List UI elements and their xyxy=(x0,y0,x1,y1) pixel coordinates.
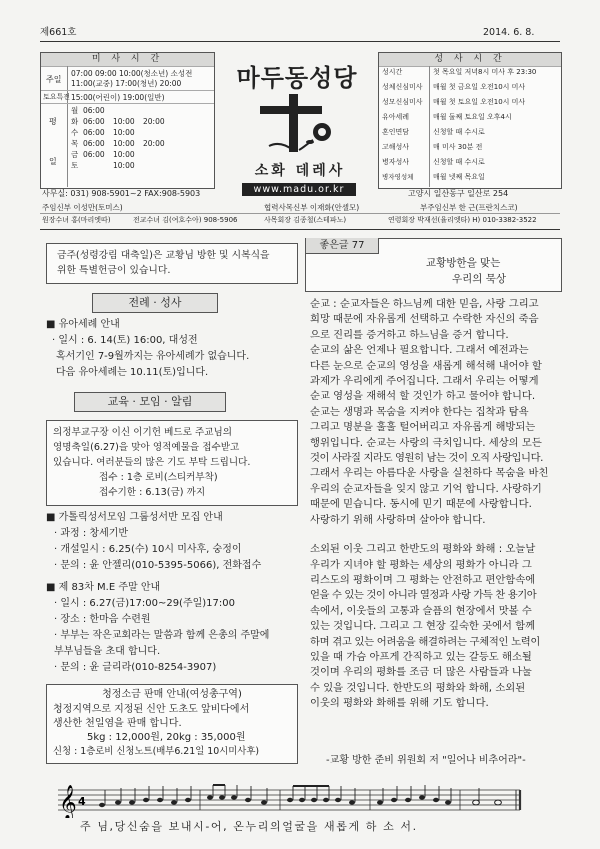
reflection-line: 리스도의 평화이며 그 평화는 안전하고 편안함속에 xyxy=(310,573,536,586)
reflection-title-1: 교황방한을 맞는 xyxy=(426,257,501,269)
reflection-line: 수 있을 것입니다. 한반도의 평화와 화해, 소외된 xyxy=(310,681,526,694)
sacrament-times-box: 성 사 시 간 성시간 첫 목요일 저녁8시 미사 후 23:30 성체신심미사 매월 첫 금요일 오전10시 미사 성모신심미사 매월 첫 토요일 오전10시 미사 유아세례 매월 둘째 토요일 오후4시 혼인면담 신청할 때 수시로 고해성사 매 미사 30분 전 병자성사 신청할 때 수시로 병자영성체 매월 넷째 목요일 xyxy=(378,52,562,189)
reflection-line: 속에서, 이웃들의 고통과 슬픔의 현장에서 맛볼 수 xyxy=(310,604,532,617)
logo-graphic xyxy=(255,92,345,154)
reflection-line: 희망 때문에 자유롭게 선택하고 수락한 자신의 죽음 xyxy=(310,313,539,326)
baptism-line: 혹서기인 7-9월까지는 유아세례가 없습니다. xyxy=(56,351,250,362)
bible-group-heading: ■ 가톨릭성서모임 그룹성서반 모집 안내 xyxy=(46,512,223,523)
saturday-time: 15:00(어린이) 19:00(일반) xyxy=(71,93,165,102)
svg-text:4: 4 xyxy=(78,795,86,808)
infant-baptism-heading: ■ 유아세례 안내 xyxy=(46,319,120,330)
reflection-line: 순교는 생명과 목숨을 지켜야 한다는 집착과 탐욕 xyxy=(310,405,529,418)
salt-signup: 신청 : 1층로비 신청노트(배부6.21일 10시미사후) xyxy=(53,746,260,757)
reflection-line: 것이 사라질 지라도 영원히 남는 것이 오직 사랑입니다. xyxy=(310,452,544,465)
cross-icon xyxy=(255,92,345,154)
me-line: 부부님들을 초대 합니다. xyxy=(54,646,161,657)
reflection-line: 있는 것입니다. 그리고 그 현장 깊숙한 곳에서 함께 xyxy=(310,620,536,633)
associate-priest: 부주임신부 한 근(프란치스코) xyxy=(420,203,518,212)
reflection-label: 좋은글 77 xyxy=(306,238,379,254)
bishop-line: 있습니다. 여러분들의 많은 기도 부탁 드립니다. xyxy=(53,457,251,468)
assistant-priest: 협력사목신부 이재화(안셀모) xyxy=(264,203,360,212)
weekday-label-1: 평 xyxy=(49,117,57,126)
reflection-line: 소외된 이웃 그리고 한반도의 평화와 화해 : 오늘날 xyxy=(310,543,536,556)
notice-line: 금주(성령강림 대축일)은 교황님 방한 및 시복식을 xyxy=(57,250,270,261)
parish-patron: 소화 데레사 xyxy=(254,163,346,179)
reflection-header-box xyxy=(305,238,562,292)
square-bullet-icon: ■ xyxy=(46,319,59,330)
baptism-line: · 일시 : 6. 14(토) 16:00, 대성전 xyxy=(52,335,198,346)
baptism-line: 다음 유아세례는 10.11(토)입니다. xyxy=(56,367,209,378)
reflection-line: 과제가 우리에게 주어집니다. 그래서 우리는 어떻게 xyxy=(310,375,539,388)
reflection-line: 다른 눈으로 순교의 영성을 새롭게 해석해 내어야 할 xyxy=(310,359,542,372)
address: 고양시 일산동구 일산로 254 xyxy=(408,189,509,198)
reflection-line: 것이며 우리의 평화를 조금 더 많은 사람들과 나눌 xyxy=(310,666,532,679)
reflection-line: 우리의 순교자들을 잊지 않고 기억 합니다. 사랑하기 xyxy=(310,482,542,495)
sister-head: 원장수녀 홍(마리엣따) xyxy=(42,216,111,224)
issue-date: 2014. 6. 8. xyxy=(483,27,535,38)
bishop-feast-box xyxy=(46,420,298,506)
header-rule xyxy=(40,41,560,42)
hymn-staff xyxy=(58,782,528,818)
salt-sale-box xyxy=(46,684,298,764)
me-line: · 장소 : 한마음 수련원 xyxy=(54,614,151,625)
reflection-line: 때문에 믿습니다. 동시에 믿기 때문에 사랑합니다. xyxy=(310,498,532,511)
sunday-time-1: 07:00 09:00 10:00(청소년) 소성전 xyxy=(71,69,193,78)
bible-line: · 문의 : 윤 안젤리(010-5395-5066), 전화접수 xyxy=(54,560,262,571)
me-line: · 문의 : 윤 글리라(010-8254-3907) xyxy=(54,662,217,673)
sunday-time-2: 11:00(교중) 17:00(청년) 20:00 xyxy=(71,79,182,88)
salt-sale-title: 청정소금 판매 안내(여성총구역) xyxy=(102,689,242,700)
website-link[interactable]: www.madu.or.kr xyxy=(242,183,356,196)
me-weekend-heading: ■ 제 83차 M.E 주말 안내 xyxy=(46,582,161,593)
sacrament-times-title: 성 사 시 간 xyxy=(379,53,561,66)
sister-mission: 전교수녀 김(여호수아) 908-5906 xyxy=(133,216,238,224)
reflection-title-2: 우리의 묵상 xyxy=(452,273,507,285)
saturday-label: 토요특전 xyxy=(43,93,71,101)
sunday-label: 주일 xyxy=(46,75,62,84)
parish-name: 마두동성당 xyxy=(236,64,358,92)
reflection-line: 사랑하기 위해 사랑하며 살아야 합니다. xyxy=(310,513,486,526)
square-bullet-icon: ■ xyxy=(46,582,59,593)
bishop-line: 영명축일(6.27)을 맞아 영적예물을 접수받고 xyxy=(53,442,240,453)
me-line: · 부부는 작은교회라는 말씀과 함께 은총의 주말에 xyxy=(54,630,270,641)
salt-line: 청정지역으로 지정된 신안 도초도 앞비다에서 xyxy=(53,704,250,715)
reflection-line: 으로 진리를 증거하고 하느님을 증거 합니다. xyxy=(310,328,509,341)
reflection-line: 행위입니다. 순교는 사랑의 극치입니다. 세상의 모든 xyxy=(310,436,542,449)
reflection-line: 이웃의 평화와 화해를 위해 기도 합니다. xyxy=(310,697,489,710)
treble-clef-icon: 𝄞 xyxy=(59,785,77,818)
reflection-line: 순교 : 순교자들은 하느님께 대한 믿음, 사랑 그리고 xyxy=(310,298,539,310)
education-section-title: 교육 · 모임 · 알림 xyxy=(74,392,226,412)
square-bullet-icon: ■ xyxy=(46,512,59,523)
reflection-line: 순교 영성을 재해석 할 것인가 하고 물어야 합니다. xyxy=(310,390,536,403)
issue-number: 제661호 xyxy=(40,27,77,38)
reflection-credit: -교황 방한 준비 위원회 저 "일어나 비추어라"- xyxy=(326,755,526,766)
notice-line: 위한 특별헌금이 있습니다. xyxy=(57,265,171,276)
rose-icon xyxy=(299,123,331,150)
special-collection-notice xyxy=(46,243,298,284)
mass-times-title: 미 사 시 간 xyxy=(41,53,214,66)
bishop-line: 접수기한 : 6.13(금) 까지 xyxy=(99,487,206,498)
me-line: · 일시 : 6.27(금)17:00~29(주일)17:00 xyxy=(54,598,235,609)
reflection-line: 순교의 삶은 언제나 필요합니다. 그래서 예전과는 xyxy=(310,344,529,357)
funeral-president: 연령회장 박재선(율리엣타) H) 010-3382-3522 xyxy=(388,216,537,224)
reflection-line: 얻을 수 있는 것이 아니라 열정과 사랑 가득 찬 용기아 xyxy=(310,589,537,602)
bible-line: · 과정 : 창세기반 xyxy=(54,528,129,539)
weekday-label-2: 일 xyxy=(49,157,57,166)
mass-times-box: 미 사 시 간 주일 07:00 09:00 10:00(청소년) 소성전 11:00(교중) 17:00(청년) 20:00 토요특전 15:00(어린이) 19:00(일반) 평 일 월 06:00 화 06:00 10:00 20:00 수 06:00 10:00 목 06:00 10:00 20:00 금 06:00 10:00 토 10:00 xyxy=(40,52,215,189)
salt-price: 5kg : 12,000원, 20kg : 35,000원 xyxy=(87,732,246,743)
reflection-line: 하며 겪고 있는 어려움을 해결하려는 구체적인 노력이 xyxy=(310,635,541,648)
hymn-lyrics: 주 님,당신숨을 보내시-어, 온누리의얼굴을 새롭게 하 소 서. xyxy=(80,820,418,833)
office-contact: 사무실: 031) 908-5901~2 FAX:908-5903 xyxy=(42,189,201,198)
council-president: 사목회장 김종철(스테파노) xyxy=(264,216,347,224)
bishop-line: 접수 : 1층 로비(스티커부착) xyxy=(99,472,218,483)
liturgy-section-title: 전례 · 성사 xyxy=(92,293,218,313)
reflection-line: 우리가 지녀야 할 평화는 세상의 평화가 아니라 그 xyxy=(310,558,532,571)
reflection-line: 그리고 명분을 훌훌 털어버리고 자유롭게 해방되는 xyxy=(310,421,536,434)
bishop-line: 의정부교구장 이신 이기헌 베드로 주교님의 xyxy=(53,427,233,438)
salt-line: 생산한 천일염을 판매 합니다. xyxy=(53,718,182,729)
bible-line: · 개설일시 : 6.25(수) 10시 미사후, 숭정이 xyxy=(54,544,242,555)
reflection-body xyxy=(310,297,548,712)
reflection-line: 있을 때 가슴 아프게 간직하고 있는 갈등도 해소될 xyxy=(310,650,532,663)
reflection-line: 그래서 우리는 아름다운 사랑을 실천하다 목숨을 바친 xyxy=(310,467,549,480)
reflection-spacer xyxy=(310,528,548,542)
pastor: 주임신부 이성만(토미스) xyxy=(42,203,123,212)
